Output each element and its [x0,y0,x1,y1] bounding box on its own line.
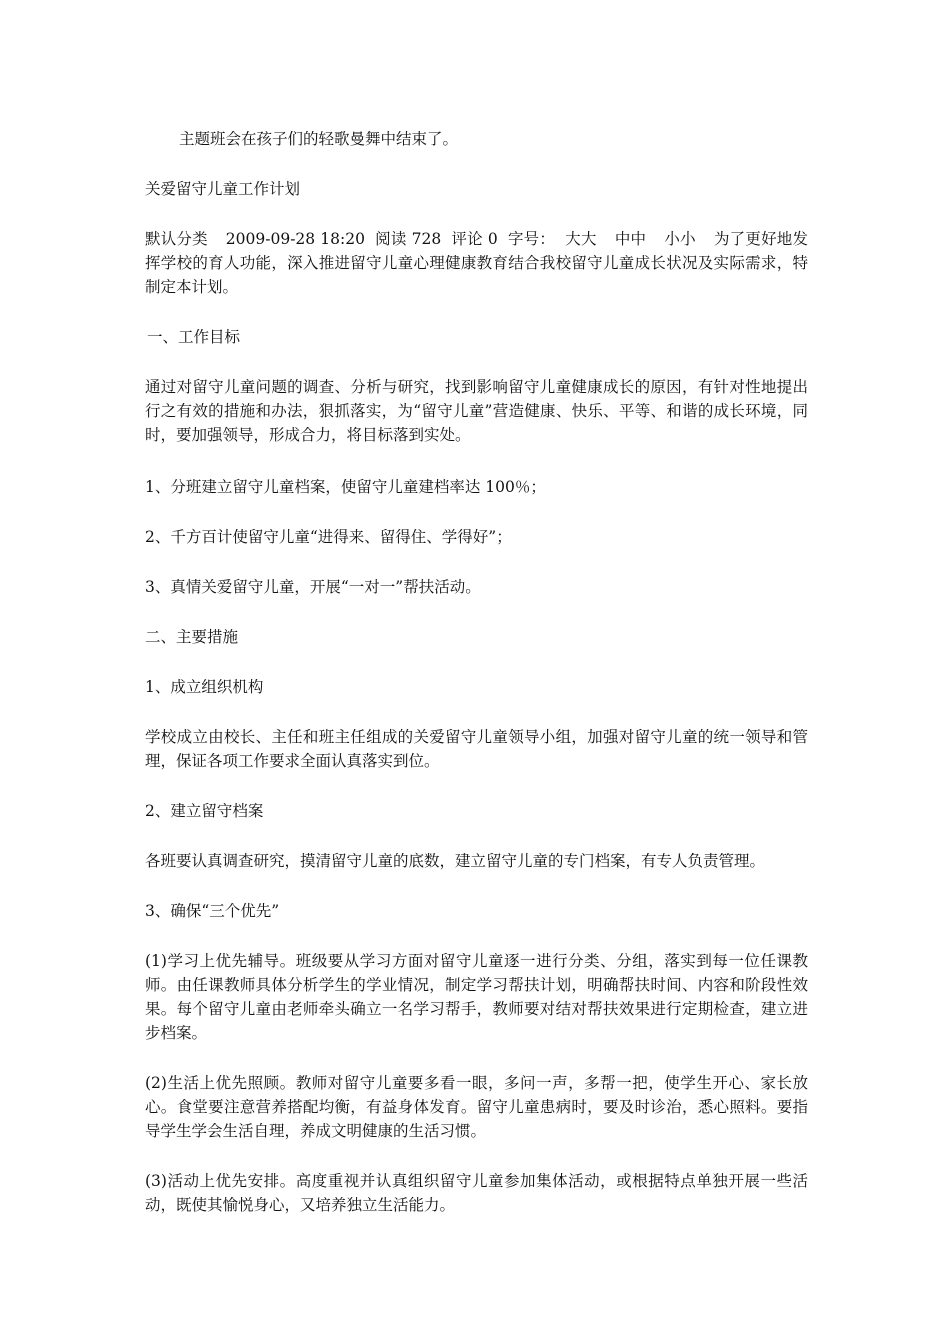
measure-item-activity: (3)活动上优先安排。高度重视并认真组织留守儿童参加集体活动，或根据特点单独开展一些活动，既使其愉悦身心，又培养独立生活能力。 [145,1172,808,1214]
font-size-large-link[interactable]: 大大 [565,230,597,248]
meta-comments: 评论 0 [451,230,498,248]
font-size-small-link[interactable]: 小小 [664,230,696,248]
meta-category: 默认分类 [145,230,208,248]
intro-text: 为了更好地发挥学校的育人功能，深入推进留守儿童心理健康教育结合我校留守儿童成长状况及实际需求，特制定本计划。 [145,230,808,296]
document-title: 关爱留守儿童工作计划 [145,180,301,198]
meta-paragraph [145,227,808,299]
measure-item-study: (1)学习上优先辅导。班级要从学习方面对留守儿童逐一进行分类、分组，落实到每一位任课教师。由任课教师具体分析学生的学业情况，制定学习帮扶计划，明确帮扶时间、内容和阶段性效果。每个留守儿童由老师牵头确立一名学习帮手，教师要对结对帮扶效果进行定期检查，建立进步档案。 [145,952,808,1042]
goals-body: 通过对留守儿童问题的调查、分析与研究，找到影响留守儿童健康成长的原因，有针对性地提出行之有效的措施和办法，狠抓落实，为“留守儿童”营造健康、快乐、平等、和谐的成长环境，同时，要加强领导，形成合力，将目标落到实处。 [145,378,808,444]
measure-body-1: 学校成立由校长、主任和班主任组成的关爱留守儿童领导小组，加强对留守儿童的统一领导和管理，保证各项工作要求全面认真落实到位。 [145,728,808,770]
measure-item-life: (2)生活上优先照顾。教师对留守儿童要多看一眼，多问一声，多帮一把，使学生开心、家长放心。食堂要注意营养搭配均衡，有益身体发育。留守儿童患病时，要及时诊治，悉心照料。要指导学生学会生活自理，养成文明健康的生活习惯。 [145,1074,808,1140]
measure-heading-1: 1、成立组织机构 [145,678,264,696]
meta-font-label: 字号： [507,230,556,248]
meta-datetime: 2009-09-28 18:20 [225,230,365,248]
section-heading-goals: 一、工作目标 [147,328,241,346]
measure-heading-2: 2、建立留守档案 [145,802,264,820]
goal-item-2: 2、千方百计使留守儿童“进得来、留得住、学得好”； [145,528,512,546]
font-size-medium-link[interactable]: 中中 [614,230,647,248]
goal-item-3: 3、真情关爱留守儿童，开展“一对一”帮扶活动。 [145,578,481,596]
meta-reads: 阅读 728 [374,230,442,248]
measure-heading-3: 3、确保“三个优先” [145,902,280,920]
closing-sentence: 主题班会在孩子们的轻歌曼舞中结束了。 [179,130,459,148]
goal-item-1: 1、分班建立留守儿童档案，使留守儿童建档率达 100％； [145,478,546,496]
section-heading-measures: 二、主要措施 [145,628,239,646]
measure-body-2: 各班要认真调查研究，摸清留守儿童的底数，建立留守儿童的专门档案，有专人负责管理。 [145,852,766,870]
